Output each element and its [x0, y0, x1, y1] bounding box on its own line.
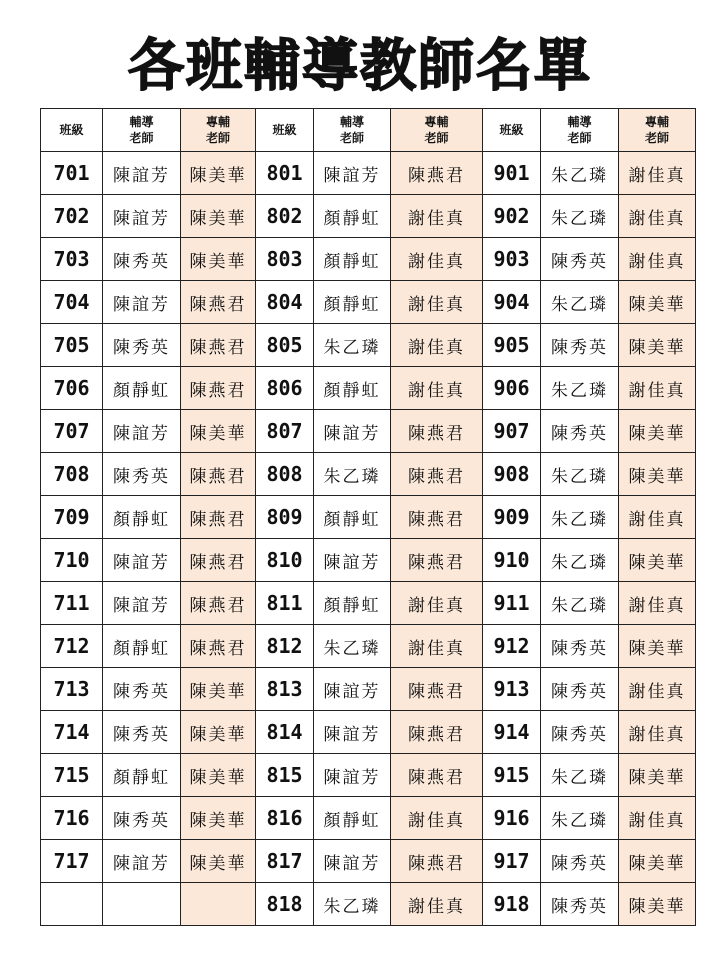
- counsel-teacher-cell: 顏靜虹: [314, 582, 391, 625]
- table-row: [41, 238, 696, 281]
- tutor-teacher-cell: 陳燕君: [391, 711, 483, 754]
- tutor-teacher-cell: 謝佳真: [391, 625, 483, 668]
- class-cell: 706: [41, 367, 103, 410]
- header-counsel-line2: 老師: [339, 131, 364, 145]
- class-cell: 913: [483, 668, 541, 711]
- tutor-teacher-cell: 陳美華: [619, 324, 696, 367]
- counsel-teacher-cell: 陳誼芳: [314, 668, 391, 711]
- tutor-teacher-cell: 陳美華: [181, 797, 256, 840]
- class-cell: 807: [256, 410, 314, 453]
- counsel-teacher-cell: 陳秀英: [103, 711, 181, 754]
- counsel-teacher-cell: [103, 883, 181, 926]
- counsel-teacher-cell: 顏靜虹: [314, 238, 391, 281]
- tutor-teacher-cell: 陳燕君: [181, 625, 256, 668]
- tutor-teacher-cell: 陳燕君: [391, 754, 483, 797]
- counsel-teacher-cell: 陳秀英: [541, 625, 619, 668]
- counsel-teacher-cell: 朱乙璘: [314, 324, 391, 367]
- class-cell: 916: [483, 797, 541, 840]
- class-cell: 901: [483, 152, 541, 195]
- header-tutor-9: [619, 109, 696, 152]
- tutor-teacher-cell: 陳美華: [181, 711, 256, 754]
- table-header: [41, 109, 696, 152]
- tutor-teacher-cell: 謝佳真: [619, 152, 696, 195]
- header-tutor-8: [391, 109, 483, 152]
- class-cell: [41, 883, 103, 926]
- class-cell: 805: [256, 324, 314, 367]
- counsel-teacher-cell: 顏靜虹: [103, 625, 181, 668]
- header-counsel-line2: 老師: [567, 131, 592, 145]
- class-cell: 814: [256, 711, 314, 754]
- table-row: [41, 711, 696, 754]
- class-cell: 809: [256, 496, 314, 539]
- tutor-teacher-cell: 陳美華: [181, 238, 256, 281]
- tutor-teacher-cell: 陳燕君: [181, 496, 256, 539]
- header-class-7: 班級: [41, 109, 103, 152]
- counsel-teacher-cell: 顏靜虹: [103, 367, 181, 410]
- tutor-teacher-cell: 陳燕君: [391, 453, 483, 496]
- counsel-teacher-cell: 陳秀英: [541, 238, 619, 281]
- counsel-teacher-cell: 陳誼芳: [314, 539, 391, 582]
- page-title: 各班輔導教師名單: [128, 34, 592, 99]
- counsel-teacher-cell: 陳誼芳: [103, 582, 181, 625]
- tutor-teacher-cell: 陳美華: [619, 625, 696, 668]
- class-cell: 802: [256, 195, 314, 238]
- tutor-teacher-cell: 謝佳真: [391, 367, 483, 410]
- header-tutor-line2: 老師: [644, 131, 669, 145]
- tutor-teacher-cell: 陳美華: [619, 281, 696, 324]
- tutor-teacher-cell: 謝佳真: [391, 582, 483, 625]
- class-cell: 703: [41, 238, 103, 281]
- tutor-teacher-cell: 謝佳真: [619, 496, 696, 539]
- class-cell: 808: [256, 453, 314, 496]
- class-cell: 813: [256, 668, 314, 711]
- counsel-teacher-cell: 朱乙璘: [541, 496, 619, 539]
- table-row: [41, 152, 696, 195]
- class-cell: 910: [483, 539, 541, 582]
- class-cell: 816: [256, 797, 314, 840]
- counsel-teacher-cell: 朱乙璘: [314, 883, 391, 926]
- header-counsel-8: [314, 109, 391, 152]
- header-tutor-line1: 專輔: [205, 115, 230, 129]
- class-cell: 710: [41, 539, 103, 582]
- table-row: [41, 496, 696, 539]
- class-cell: 908: [483, 453, 541, 496]
- class-cell: 810: [256, 539, 314, 582]
- tutor-teacher-cell: 陳燕君: [181, 324, 256, 367]
- tutor-teacher-cell: [181, 883, 256, 926]
- table-row: [41, 797, 696, 840]
- counsel-teacher-cell: 顏靜虹: [314, 281, 391, 324]
- header-counsel-line1: 輔導: [567, 115, 592, 129]
- tutor-teacher-cell: 陳燕君: [181, 539, 256, 582]
- counsel-teacher-cell: 朱乙璘: [541, 195, 619, 238]
- tutor-teacher-cell: 陳美華: [181, 195, 256, 238]
- class-cell: 817: [256, 840, 314, 883]
- counsel-teacher-cell: 陳誼芳: [103, 195, 181, 238]
- tutor-teacher-cell: 陳美華: [181, 754, 256, 797]
- class-cell: 905: [483, 324, 541, 367]
- counsel-teacher-cell: 陳秀英: [103, 238, 181, 281]
- class-cell: 902: [483, 195, 541, 238]
- class-cell: 903: [483, 238, 541, 281]
- class-cell: 909: [483, 496, 541, 539]
- class-cell: 907: [483, 410, 541, 453]
- class-cell: 715: [41, 754, 103, 797]
- tutor-teacher-cell: 謝佳真: [391, 324, 483, 367]
- counsel-teacher-cell: 朱乙璘: [541, 152, 619, 195]
- counsel-teacher-cell: 陳秀英: [541, 410, 619, 453]
- counsel-teacher-cell: 陳誼芳: [314, 711, 391, 754]
- class-cell: 801: [256, 152, 314, 195]
- counsel-teacher-cell: 陳秀英: [103, 453, 181, 496]
- counsel-teacher-cell: 朱乙璘: [541, 367, 619, 410]
- tutor-teacher-cell: 陳美華: [181, 410, 256, 453]
- header-counsel-7: [103, 109, 181, 152]
- tutor-teacher-cell: 陳燕君: [181, 367, 256, 410]
- tutor-teacher-cell: 陳燕君: [391, 496, 483, 539]
- tutor-teacher-cell: 陳美華: [619, 539, 696, 582]
- class-cell: 906: [483, 367, 541, 410]
- class-cell: 811: [256, 582, 314, 625]
- counsel-teacher-cell: 陳誼芳: [103, 410, 181, 453]
- class-cell: 904: [483, 281, 541, 324]
- tutor-teacher-cell: 謝佳真: [391, 281, 483, 324]
- class-cell: 911: [483, 582, 541, 625]
- tutor-teacher-cell: 謝佳真: [391, 797, 483, 840]
- header-counsel-line1: 輔導: [339, 115, 364, 129]
- counsel-teacher-cell: 朱乙璘: [314, 453, 391, 496]
- table-row: [41, 668, 696, 711]
- counsel-teacher-cell: 顏靜虹: [314, 367, 391, 410]
- tutor-teacher-cell: 謝佳真: [391, 238, 483, 281]
- counsel-teacher-cell: 陳誼芳: [314, 152, 391, 195]
- table-row: [41, 539, 696, 582]
- class-cell: 812: [256, 625, 314, 668]
- class-cell: 713: [41, 668, 103, 711]
- class-cell: 712: [41, 625, 103, 668]
- tutor-teacher-cell: 陳美華: [181, 668, 256, 711]
- tutor-teacher-cell: 陳燕君: [181, 582, 256, 625]
- header-counsel-9: [541, 109, 619, 152]
- counsel-teacher-cell: 陳誼芳: [314, 410, 391, 453]
- class-cell: 915: [483, 754, 541, 797]
- header-counsel-line1: 輔導: [129, 115, 154, 129]
- header-class-9: 班級: [483, 109, 541, 152]
- tutor-teacher-cell: 陳燕君: [391, 410, 483, 453]
- counsel-teacher-cell: 陳秀英: [103, 797, 181, 840]
- counsel-teacher-cell: 陳誼芳: [314, 840, 391, 883]
- class-cell: 716: [41, 797, 103, 840]
- class-cell: 707: [41, 410, 103, 453]
- counsel-teacher-cell: 朱乙璘: [541, 754, 619, 797]
- class-cell: 704: [41, 281, 103, 324]
- counsel-teacher-cell: 朱乙璘: [541, 797, 619, 840]
- counsel-teacher-cell: 顏靜虹: [314, 195, 391, 238]
- tutor-teacher-cell: 陳燕君: [391, 840, 483, 883]
- table-row: [41, 453, 696, 496]
- tutor-teacher-cell: 謝佳真: [619, 797, 696, 840]
- tutor-teacher-cell: 謝佳真: [391, 883, 483, 926]
- counsel-teacher-cell: 顏靜虹: [103, 754, 181, 797]
- table-row: [41, 367, 696, 410]
- tutor-teacher-cell: 陳燕君: [181, 281, 256, 324]
- table-row: [41, 195, 696, 238]
- tutor-teacher-cell: 謝佳真: [619, 668, 696, 711]
- tutor-teacher-cell: 謝佳真: [619, 711, 696, 754]
- class-cell: 918: [483, 883, 541, 926]
- header-row: [41, 109, 696, 152]
- counsel-teacher-cell: 陳秀英: [541, 668, 619, 711]
- class-cell: 705: [41, 324, 103, 367]
- header-tutor-line1: 專輔: [424, 115, 449, 129]
- header-class-8: 班級: [256, 109, 314, 152]
- class-cell: 708: [41, 453, 103, 496]
- counsel-teacher-cell: 陳秀英: [103, 668, 181, 711]
- class-cell: 711: [41, 582, 103, 625]
- counsel-teacher-cell: 陳秀英: [541, 883, 619, 926]
- class-cell: 701: [41, 152, 103, 195]
- class-cell: 714: [41, 711, 103, 754]
- tutor-teacher-cell: 謝佳真: [619, 367, 696, 410]
- class-cell: 803: [256, 238, 314, 281]
- class-cell: 914: [483, 711, 541, 754]
- counsel-teacher-cell: 朱乙璘: [541, 453, 619, 496]
- counsel-teacher-cell: 陳秀英: [103, 324, 181, 367]
- counsel-teacher-cell: 朱乙璘: [541, 539, 619, 582]
- counsel-teacher-cell: 陳誼芳: [314, 754, 391, 797]
- tutor-teacher-cell: 謝佳真: [619, 238, 696, 281]
- tutor-teacher-cell: 陳燕君: [391, 668, 483, 711]
- table-row: [41, 883, 696, 926]
- table-row: [41, 754, 696, 797]
- class-cell: 717: [41, 840, 103, 883]
- header-tutor-7: [181, 109, 256, 152]
- counsel-teacher-cell: 陳秀英: [541, 711, 619, 754]
- counsel-teacher-cell: 顏靜虹: [103, 496, 181, 539]
- tutor-teacher-cell: 陳美華: [619, 883, 696, 926]
- table-body: [41, 152, 696, 926]
- counsel-teacher-cell: 朱乙璘: [541, 281, 619, 324]
- tutor-teacher-cell: 陳燕君: [181, 453, 256, 496]
- header-counsel-line2: 老師: [129, 131, 154, 145]
- class-cell: 804: [256, 281, 314, 324]
- table-row: [41, 281, 696, 324]
- counsel-teacher-cell: 陳誼芳: [103, 281, 181, 324]
- counsel-teacher-cell: 陳誼芳: [103, 539, 181, 582]
- tutor-teacher-cell: 謝佳真: [619, 195, 696, 238]
- table-row: [41, 324, 696, 367]
- teacher-roster-table: [40, 108, 696, 926]
- header-tutor-line2: 老師: [424, 131, 449, 145]
- tutor-teacher-cell: 陳美華: [619, 754, 696, 797]
- counsel-teacher-cell: 顏靜虹: [314, 496, 391, 539]
- header-tutor-line2: 老師: [205, 131, 230, 145]
- tutor-teacher-cell: 陳美華: [181, 152, 256, 195]
- class-cell: 709: [41, 496, 103, 539]
- counsel-teacher-cell: 陳秀英: [541, 840, 619, 883]
- class-cell: 818: [256, 883, 314, 926]
- tutor-teacher-cell: 陳美華: [619, 453, 696, 496]
- tutor-teacher-cell: 謝佳真: [619, 582, 696, 625]
- table-row: [41, 410, 696, 453]
- table-row: [41, 582, 696, 625]
- counsel-teacher-cell: 朱乙璘: [541, 582, 619, 625]
- tutor-teacher-cell: 陳美華: [619, 410, 696, 453]
- counsel-teacher-cell: 朱乙璘: [314, 625, 391, 668]
- tutor-teacher-cell: 陳燕君: [391, 539, 483, 582]
- header-tutor-line1: 專輔: [644, 115, 669, 129]
- tutor-teacher-cell: 陳美華: [619, 840, 696, 883]
- tutor-teacher-cell: 謝佳真: [391, 195, 483, 238]
- counsel-teacher-cell: 陳秀英: [541, 324, 619, 367]
- table-row: [41, 840, 696, 883]
- class-cell: 917: [483, 840, 541, 883]
- class-cell: 912: [483, 625, 541, 668]
- counsel-teacher-cell: 顏靜虹: [314, 797, 391, 840]
- class-cell: 702: [41, 195, 103, 238]
- tutor-teacher-cell: 陳美華: [181, 840, 256, 883]
- tutor-teacher-cell: 陳燕君: [391, 152, 483, 195]
- class-cell: 815: [256, 754, 314, 797]
- class-cell: 806: [256, 367, 314, 410]
- table-row: [41, 625, 696, 668]
- counsel-teacher-cell: 陳誼芳: [103, 152, 181, 195]
- counsel-teacher-cell: 陳誼芳: [103, 840, 181, 883]
